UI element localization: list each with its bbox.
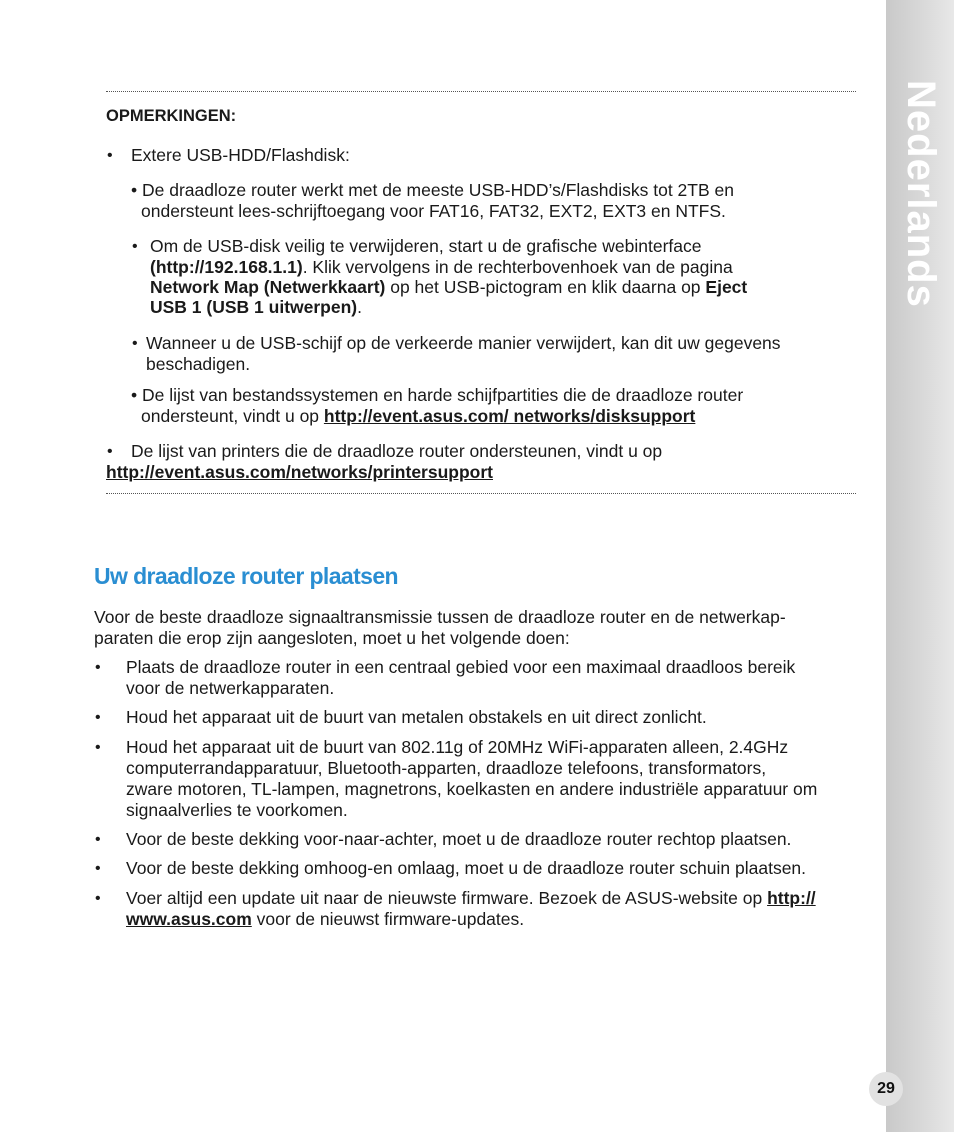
usb-sub2-line2: (http://192.168.1.1). Klik vervolgens in de rechterbovenhoek van de pagina	[150, 257, 733, 277]
section-title: Uw draadloze router plaatsen	[94, 563, 398, 589]
placement-bullet-3-line4: signaalverlies te voorkomen.	[126, 800, 348, 820]
network-map-label: Network Map (Netwerkkaart)	[150, 277, 386, 297]
notes-top-divider	[106, 91, 856, 92]
bullet-icon: •	[95, 709, 101, 726]
usb-sub3-line1: Wanneer u de USB-schijf op de verkeerde manier verwijdert, kan dit uw gegevens	[146, 333, 781, 353]
bullet-icon: •	[107, 443, 113, 460]
bullet-icon: •	[95, 831, 101, 848]
usb-item: Extere USB-HDD/Flashdisk:	[131, 145, 350, 165]
asus-website-link-part2[interactable]: www.asus.com	[126, 909, 252, 929]
placement-bullet-5: Voor de beste dekking omhoog-en omlaag, moet u de draadloze router schuin plaatsen.	[126, 858, 807, 878]
eject-usb-label: USB 1 (USB 1 uitwerpen)	[150, 297, 358, 317]
usb-sub4-line2: ondersteunt, vindt u op http://event.asus.com/ networks/disksupport	[141, 406, 696, 426]
bullet-icon: •	[107, 147, 113, 164]
router-ip-address: (http://192.168.1.1)	[150, 257, 303, 277]
usb-sub1-line2: ondersteunt lees-schrijftoegang voor FAT16, FAT32, EXT2, EXT3 en NTFS.	[141, 201, 726, 221]
placement-bullet-4: Voor de beste dekking voor-naar-achter, moet u de draadloze router rechtop plaatsen.	[126, 829, 792, 849]
printersupport-link[interactable]: http://event.asus.com/networks/printersupport	[106, 462, 493, 482]
bullet-icon: •	[95, 659, 101, 676]
intro-line2: paraten die erop zijn aangesloten, moet u het volgende doen:	[94, 628, 570, 648]
placement-bullet-6-line2: www.asus.com voor de nieuwst firmware-updates.	[126, 909, 525, 929]
page-number: 29	[869, 1072, 903, 1106]
placement-bullet-2: Houd het apparaat uit de buurt van metalen obstakels en uit direct zonlicht.	[126, 707, 707, 727]
bullet-icon: •	[95, 739, 101, 756]
usb-sub2-line1: Om de USB-disk veilig te verwijderen, start u de grafische webinterface	[150, 236, 702, 256]
notes-heading: OPMERKINGEN:	[106, 107, 237, 125]
usb-sub1-line1: • De draadloze router werkt met de meeste USB-HDD’s/Flashdisks tot 2TB en	[131, 180, 734, 200]
bullet-icon: •	[132, 335, 138, 352]
eject-label: Eject	[705, 277, 748, 297]
language-label: Nederlands	[899, 80, 943, 308]
bullet-icon: •	[132, 238, 138, 255]
usb-sub3-line2: beschadigen.	[146, 354, 251, 374]
usb-sub4-line1: • De lijst van bestandssystemen en harde schijfpartities die de draadloze router	[131, 385, 744, 405]
placement-bullet-1-line2: voor de netwerkapparaten.	[126, 678, 335, 698]
printer-text: De lijst van printers die de draadloze router ondersteunen, vindt u op	[131, 441, 663, 461]
printer-line2	[106, 462, 493, 483]
placement-bullet-3-line3: zware motoren, TL-lampen, magnetrons, koelkasten en andere industriële apparatuur om	[126, 779, 818, 799]
bullet-icon: •	[95, 860, 101, 877]
intro-line1: Voor de beste draadloze signaaltransmissie tussen de draadloze router en de netwerkap-	[94, 607, 786, 627]
disksupport-link[interactable]: http://event.asus.com/ networks/disksupport	[323, 406, 696, 426]
notes-bottom-divider	[106, 493, 856, 494]
placement-bullet-3-line2: computerrandapparatuur, Bluetooth-apparten, draadloze telefoons, transformators,	[126, 758, 767, 778]
usb-sub2-line3: Network Map (Netwerkkaart) op het USB-pictogram en klik daarna op Eject	[150, 277, 748, 297]
usb-sub2-line4: USB 1 (USB 1 uitwerpen).	[150, 297, 362, 317]
placement-bullet-3-line1: Houd het apparaat uit de buurt van 802.11g of 20MHz WiFi-apparaten alleen, 2.4GHz	[126, 737, 789, 757]
bullet-icon: •	[95, 890, 101, 907]
placement-bullet-1-line1: Plaats de draadloze router in een centraal gebied voor een maximaal draadloos bereik	[126, 657, 796, 677]
asus-website-link-part1[interactable]: http://	[767, 888, 816, 908]
placement-bullet-6-line1: Voer altijd een update uit naar de nieuwste firmware. Bezoek de ASUS-website op http://	[126, 888, 816, 908]
